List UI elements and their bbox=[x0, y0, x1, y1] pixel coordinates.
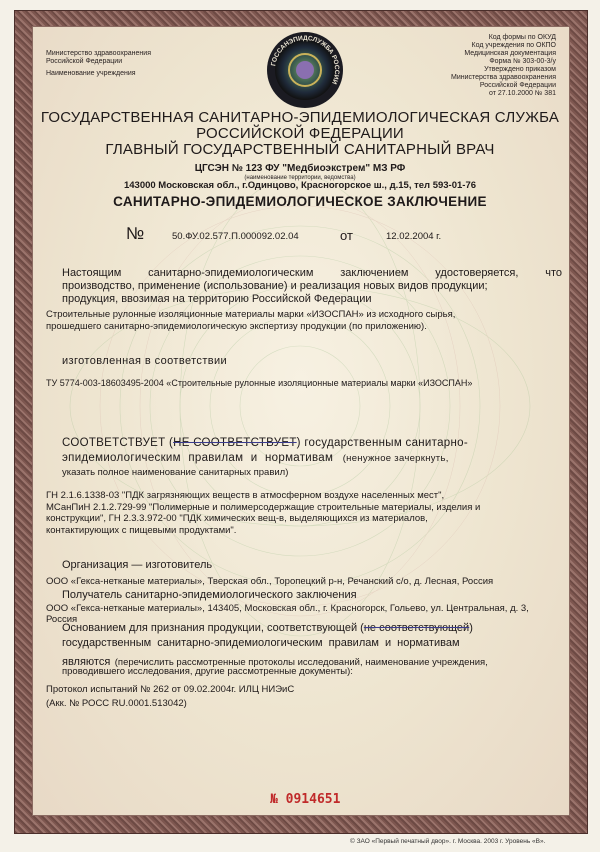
date-label: от bbox=[340, 228, 353, 243]
conformity-open-paren: ( bbox=[168, 437, 174, 449]
center-address: 143000 Московская обл., г.Одинцово, Красногорское ш., д.15, тел 593-01-76 bbox=[123, 180, 477, 191]
header-line-2: РОССИЙСКОЙ ФЕДЕРАЦИИ bbox=[196, 125, 404, 142]
norm-line-4: контактирующих с пищевыми продуктами". bbox=[46, 524, 237, 536]
seal-text: ГОССАНЭПИДСЛУЖБА РОССИИ bbox=[270, 34, 341, 86]
protocol-block bbox=[46, 684, 294, 709]
intro-line-1: Настоящим санитарно-эпидемиологическим заключением удостоверяется, что bbox=[62, 267, 562, 279]
certificate-date: 12.02.2004 г. bbox=[386, 231, 442, 242]
basis-line-1 bbox=[62, 622, 562, 635]
protocol-line-1: Протокол испытаний № 262 от 09.02.2004г. ИЛЦ НИЭиС bbox=[46, 684, 295, 695]
ministry-line-2: Российской Федерации bbox=[46, 58, 123, 65]
form-code-line-2: Код учреждения по ОКПО bbox=[471, 42, 556, 49]
made-value: ТУ 5774-003-18603495-2004 «Строительные рулонные изоляционные материалы марки «ИЗОСПАН» bbox=[46, 378, 473, 388]
conformity-close-paren: ) bbox=[296, 437, 301, 449]
conformity-hint-1: (ненужное зачеркнуть, bbox=[342, 453, 449, 464]
recipient-value-1: ООО «Гекса-нетканые материалы», 143405, Московская обл., г. Красногорск, Гольево, ул. Центральная, д. 3, bbox=[46, 603, 529, 614]
product-description bbox=[46, 309, 556, 332]
basis-are: являются bbox=[62, 656, 111, 668]
form-code-line-4: Форма № 303-00-3/у bbox=[489, 58, 556, 65]
hologram-seal-icon bbox=[265, 30, 345, 110]
basis-hint-2: проводившего исследования, другие рассмотренные документы): bbox=[62, 666, 353, 677]
form-code-line-6: Министерства здравоохранения bbox=[451, 74, 556, 81]
basis-text: Основанием для признания продукции, соответствующей bbox=[62, 622, 358, 634]
basis-hint-1: (перечислить рассмотренные протоколы исследований, наименование учреждения, bbox=[114, 657, 488, 668]
basis-line-2: государственным санитарно-эпидемиологическим правилам и нормативам bbox=[62, 637, 460, 649]
product-line-2: прошедшего санитарно-эпидемиологическую экспертизу продукции (по приложению). bbox=[46, 320, 427, 332]
protocol-line-2: (Акк. № РОСС RU.0001.513042) bbox=[46, 697, 187, 709]
header-line-3: ГЛАВНЫЙ ГОСУДАРСТВЕННЫЙ САНИТАРНЫЙ ВРАЧ bbox=[105, 141, 495, 158]
certificate-number: 50.ФУ.02.577.П.000092.02.04 bbox=[172, 231, 299, 242]
number-label: № bbox=[126, 224, 145, 243]
made-label: изготовленная в соответствии bbox=[62, 355, 228, 367]
conformity-hint-2: указать полное наименование санитарных правил) bbox=[62, 467, 289, 478]
recipient-label: Получатель санитарно-эпидемиологического заключения bbox=[62, 589, 357, 601]
basis-crossed: не соответствующей bbox=[363, 622, 470, 634]
ministry-block bbox=[46, 50, 151, 78]
manufacturer-value: ООО «Гекса-нетканые материалы», Тверская обл., Торопецкий р-н, Речанский с/о, д. Лесная, Россия bbox=[46, 576, 494, 587]
header-line-1: ГОСУДАРСТВЕННАЯ САНИТАРНО-ЭПИДЕМИОЛОГИЧЕСКАЯ СЛУЖБА bbox=[40, 109, 560, 126]
intro-line-3: продукция, ввозимая на территорию Российской Федерации bbox=[62, 293, 372, 305]
form-code-line-1: Код формы по ОКУД bbox=[488, 34, 556, 41]
basis-open-paren: ( bbox=[360, 622, 364, 634]
norm-line-2: МСанПиН 2.1.2.729-99 "Полимерные и полимерсодержащие строительные материалы, изделия и bbox=[46, 501, 481, 513]
norm-line-1: ГН 2.1.6.1338-03 "ПДК загрязняющих веществ в атмосферном воздухе населенных мест", bbox=[46, 490, 445, 501]
conformity-crossed: НЕ СООТВЕТСТВУЕТ bbox=[173, 437, 297, 449]
product-line-1: Строительные рулонные изоляционные материалы марки «ИЗОСПАН» из исходного сырья, bbox=[46, 309, 456, 320]
basis-close-paren: ) bbox=[469, 622, 473, 634]
conformity-rest: государственным санитарно- bbox=[304, 437, 468, 449]
intro-line-2: производство, применение (использование) и реализация новых видов продукции; bbox=[62, 280, 488, 292]
manufacturer-label: Организация — изготовитель bbox=[62, 559, 213, 571]
serial-number: № 0914651 bbox=[270, 792, 341, 807]
form-code-line-5: Утверждено приказом bbox=[484, 66, 556, 73]
form-code-line-8: от 27.10.2000 № 381 bbox=[488, 90, 556, 97]
form-code-line-3: Медицинская документация bbox=[464, 50, 556, 57]
document-title: САНИТАРНО-ЭПИДЕМИОЛОГИЧЕСКОЕ ЗАКЛЮЧЕНИЕ bbox=[113, 194, 487, 209]
conformity-word: СООТВЕТСТВУЕТ bbox=[62, 437, 166, 449]
conformity-rules: эпидемиологическим правилам и нормативам bbox=[62, 452, 334, 464]
conformity-line-1 bbox=[62, 436, 562, 450]
intro-paragraph bbox=[62, 267, 562, 306]
norms-list bbox=[46, 490, 566, 536]
recipient-value-2: Россия bbox=[46, 614, 78, 625]
center-name: ЦГСЭН № 123 ФУ "Медбиоэкстрем" МЗ РФ bbox=[194, 163, 406, 174]
norm-line-3: конструкции", ГН 2.3.3.972-00 "ПДК химических вещ-в, выделяющихся из материалов, bbox=[46, 513, 428, 524]
printer-footer: © ЗАО «Первый печатный двор». г. Москва. 2003 г. Уровень «В». bbox=[350, 838, 546, 845]
conformity-line-2 bbox=[62, 451, 562, 466]
form-code-line-7: Российской Федерации bbox=[479, 82, 556, 89]
center-hint: (наименование территории, ведомства) bbox=[244, 175, 356, 181]
institution-label: Наименование учреждения bbox=[46, 70, 136, 77]
ministry-line-1: Министерство здравоохранения bbox=[46, 50, 151, 57]
form-code-block bbox=[436, 34, 556, 98]
